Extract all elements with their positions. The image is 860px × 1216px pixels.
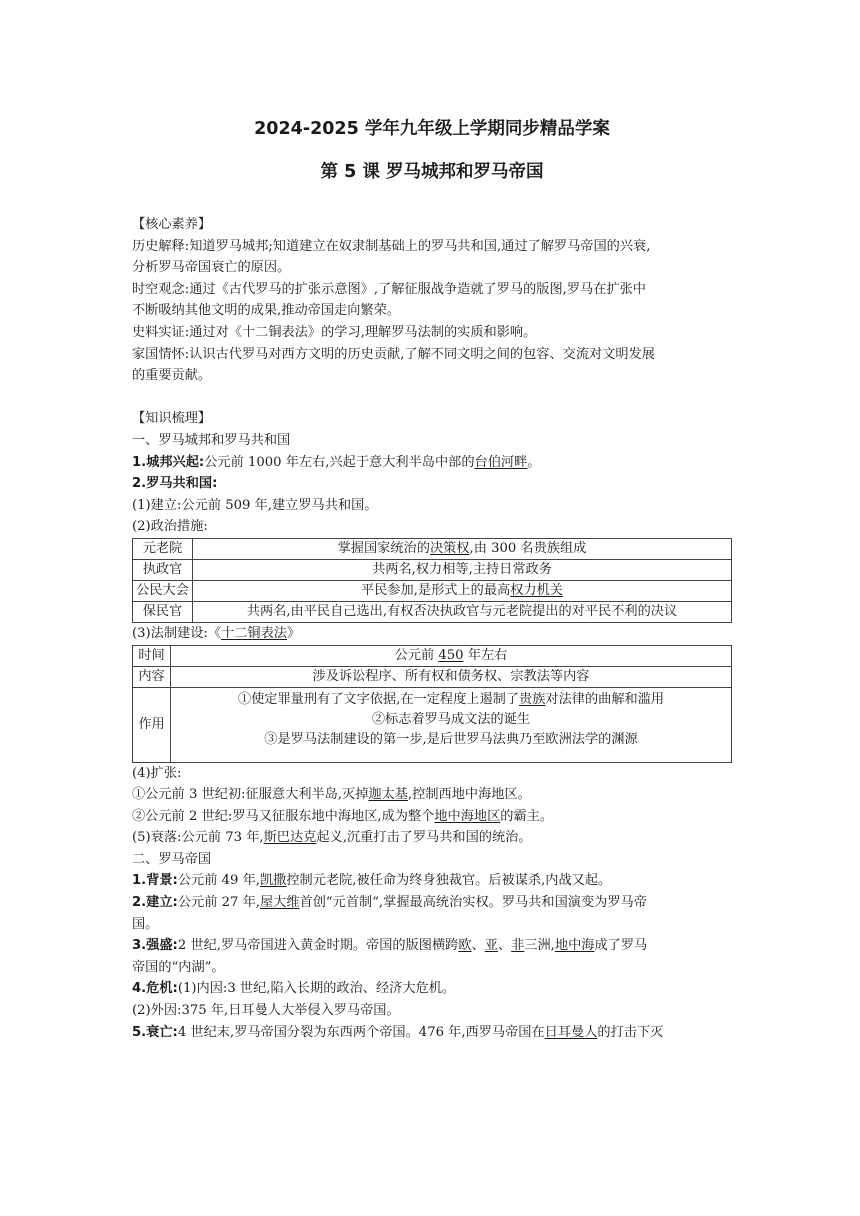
table-cell: 涉及诉讼程序、所有权和债务权、宗教法等内容 xyxy=(171,666,732,687)
paragraph-line: (1)建立:公元前 509 年,建立罗马共和国。 xyxy=(132,497,378,513)
table-cell: 保民官 xyxy=(133,601,193,622)
table-row xyxy=(133,538,732,559)
item-city-state: 1.城邦兴起:公元前 1000 年左右,兴起于意大利半岛中部的台伯河畔。 xyxy=(132,454,541,470)
paragraph-line: (3)法制建设:《十二铜表法》 xyxy=(132,625,301,641)
paragraph-line: 不断吸纳其他文明的成果,推动帝国走向繁荣。 xyxy=(132,303,400,319)
table-cell: 平民参加,是形式上的最高权力机关 xyxy=(193,580,732,601)
table-cell: 共两名,权力相等,主持日常政务 xyxy=(193,559,732,580)
paragraph-line: 家国情怀:认识古代罗马对西方文明的历史贡献,了解不同文明之间的包容、交流对文明发展 xyxy=(132,346,655,362)
subsection-heading: 二、罗马帝国 xyxy=(132,851,212,867)
paragraph-line: (2)政治措施: xyxy=(132,519,208,535)
item-republic: 2.罗马共和国: xyxy=(132,476,218,492)
paragraph-line: 史料实证:通过对《十二铜表法》的学习,理解罗马法制的实质和影响。 xyxy=(132,324,537,340)
item-background: 1.背景:公元前 49 年,凯撒控制元老院,被任命为终身独裁官。后被谋杀,内战又起。 xyxy=(132,873,612,889)
table-row xyxy=(133,559,732,580)
effect-line: ②标志着罗马成文法的诞生 xyxy=(371,711,531,727)
spacer xyxy=(132,387,732,409)
table-cell: 内容 xyxy=(133,666,171,687)
item-establishment: 2.建立:公元前 27 年,屋大维首创“元首制”,掌握最高统治实权。罗马共和国演变为罗马帝 xyxy=(132,895,647,911)
table-cell: 时间 xyxy=(133,645,171,666)
document-title: 2024-2025 学年九年级上学期同步精品学案 xyxy=(254,119,610,139)
table-row xyxy=(133,687,732,762)
effect-line: ①使定罪量刑有了文字依据,在一定程度上遏制了贵族对法律的曲解和滥用 xyxy=(237,691,665,707)
table-cell: 公民大会 xyxy=(133,580,193,601)
table-cell: 元老院 xyxy=(133,538,193,559)
table-row xyxy=(133,580,732,601)
knowledge-section xyxy=(132,408,732,1043)
paragraph-line: 分析罗马帝国衰亡的原因。 xyxy=(132,260,291,276)
paragraph-line: 的重要贡献。 xyxy=(132,368,212,384)
paragraph-line: 帝国的“内湖”。 xyxy=(132,959,225,975)
section-heading: 【知识梳理】 xyxy=(132,411,212,427)
lesson-title: 第 5 课 罗马城邦和罗马帝国 xyxy=(320,162,544,182)
paragraph-line: ①公元前 3 世纪初:征服意大利半岛,灭掉迦太基,控制西地中海地区。 xyxy=(132,787,531,803)
politics-table xyxy=(132,538,732,623)
item-crisis: 4.危机:(1)内因:3 世纪,陷入长期的政治、经济大危机。 xyxy=(132,981,456,997)
section-heading: 【核心素养】 xyxy=(132,217,212,232)
paragraph-line: (2)外因:375 年,日耳曼人大举侵入罗马帝国。 xyxy=(132,1003,400,1019)
core-literacy-section xyxy=(132,214,732,387)
paragraph-line: (5)衰落:公元前 73 年,斯巴达克起义,沉重打击了罗马共和国的统治。 xyxy=(132,830,532,846)
table-cell: 公元前 450 年左右 xyxy=(171,645,732,666)
law-table xyxy=(132,645,732,763)
table-cell: 作用 xyxy=(133,687,171,762)
table-row xyxy=(133,666,732,687)
item-decline: 5.衰亡:4 世纪末,罗马帝国分裂为东西两个帝国。476 年,西罗马帝国在日耳曼人的打击下灭 xyxy=(132,1024,664,1040)
table-row xyxy=(133,645,732,666)
paragraph-line: 时空观念:通过《古代罗马的扩张示意图》,了解征服战争造就了罗马的版图,罗马在扩张中 xyxy=(132,281,646,297)
table-cell: 执政官 xyxy=(133,559,193,580)
paragraph-line: ②公元前 2 世纪:罗马又征服东地中海地区,成为整个地中海地区的霸主。 xyxy=(132,808,554,824)
table-cell: 共两名,由平民自己选出,有权否决执政官与元老院提出的对平民不利的决议 xyxy=(193,601,732,622)
paragraph-line: 历史解释:知道罗马城邦;知道建立在奴隶制基础上的罗马共和国,通过了解罗马帝国的兴衰, xyxy=(132,238,651,254)
item-prosperity: 3.强盛:2 世纪,罗马帝国进入黄金时期。帝国的版图横跨欧、亚、非三洲,地中海成了罗马 xyxy=(132,938,648,954)
paragraph-line: (4)扩张: xyxy=(132,765,182,781)
subsection-heading: 一、罗马城邦和罗马共和国 xyxy=(132,432,291,448)
paragraph-line: 国。 xyxy=(132,916,159,932)
table-cell xyxy=(171,687,732,762)
table-cell: 掌握国家统治的决策权,由 300 名贵族组成 xyxy=(193,538,732,559)
effect-line: ③是罗马法制建设的第一步,是后世罗马法典乃至欧洲法学的渊源 xyxy=(264,731,638,747)
table-row xyxy=(133,601,732,622)
